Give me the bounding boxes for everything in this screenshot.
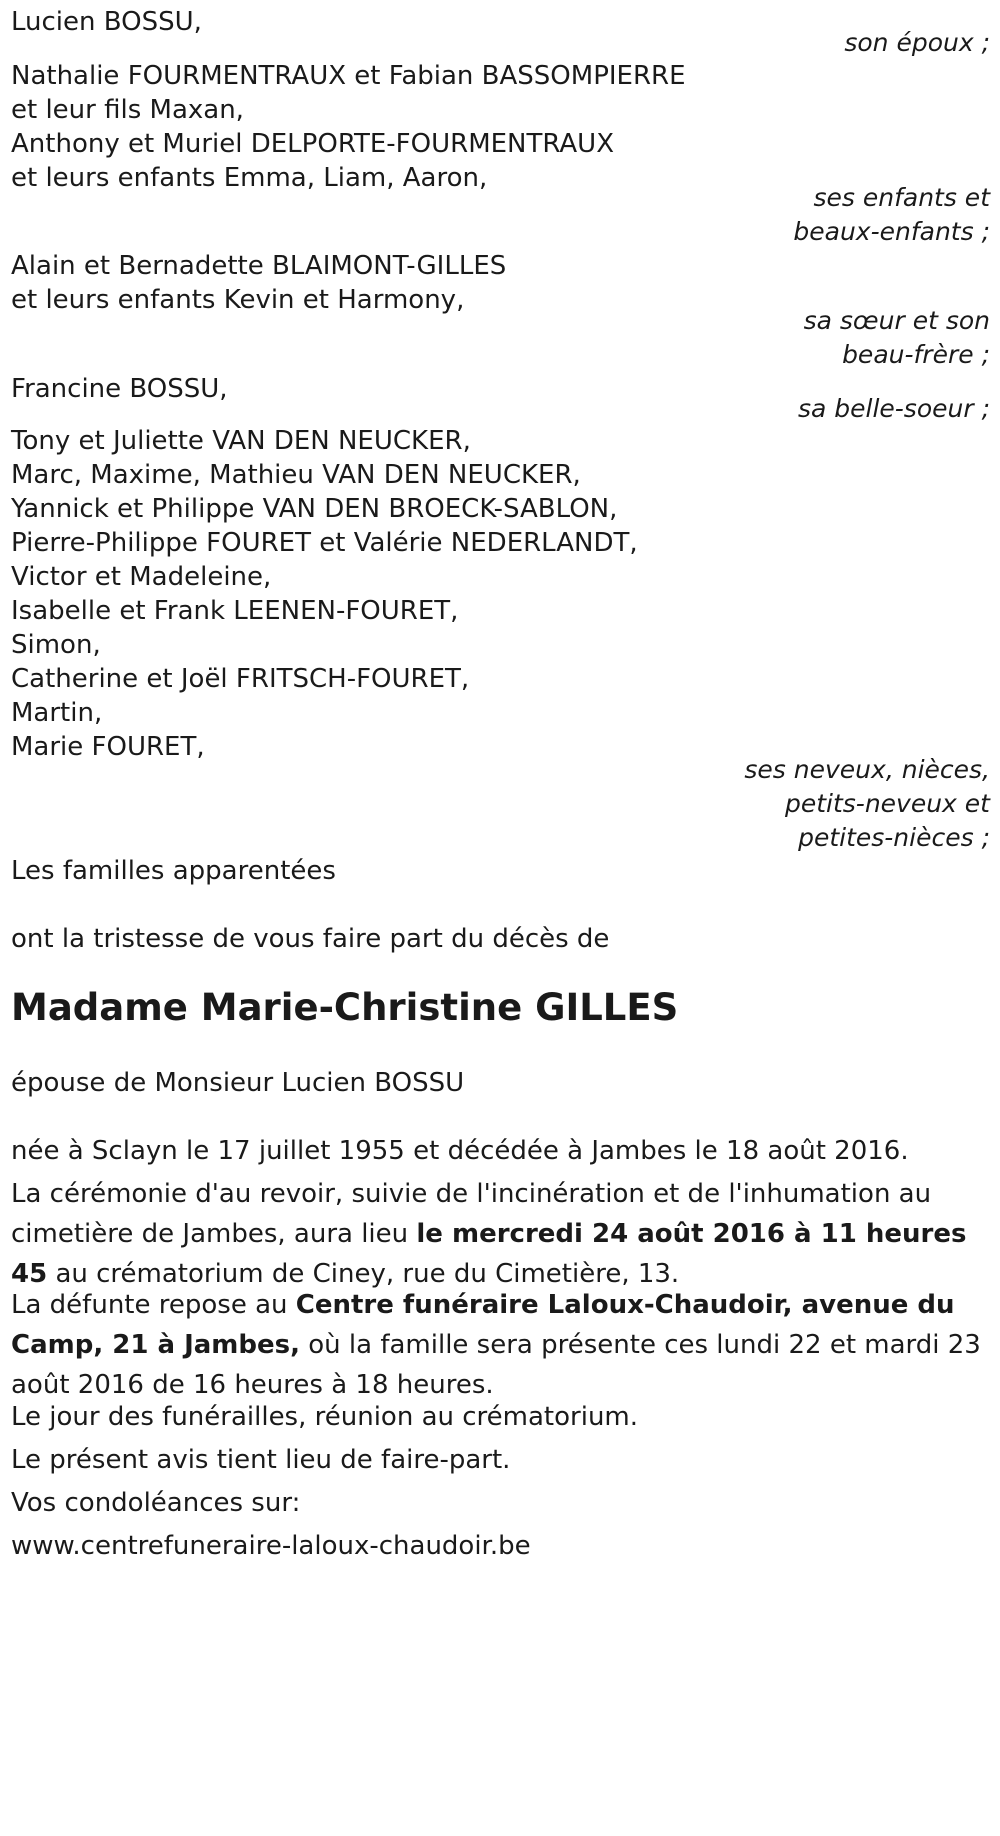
- nephews-line-4: Pierre-Philippe FOURET et Valérie NEDERLANDT,: [11, 528, 638, 558]
- related-families: Les familles apparentées: [11, 856, 336, 886]
- nephews-line-7: Simon,: [11, 630, 101, 660]
- nephews-line-9: Martin,: [11, 698, 103, 728]
- deceased-spouse-line: épouse de Monsieur Lucien BOSSU: [11, 1068, 465, 1098]
- children-role-2: beaux-enfants ;: [793, 217, 990, 246]
- sister-role-1: sa sœur et son: [803, 306, 990, 335]
- condolences-label: Vos condoléances sur:: [11, 1488, 301, 1518]
- spouse-role: son époux ;: [844, 28, 990, 57]
- nephews-role-1: ses neveux, nièces,: [744, 755, 990, 784]
- children-line-4: et leurs enfants Emma, Liam, Aaron,: [11, 163, 488, 193]
- announcement-line: ont la tristesse de vous faire part du décès de: [11, 924, 610, 954]
- sister-role-2: beau-frère ;: [842, 340, 990, 369]
- nephews-role-2: petits-neveux et: [784, 789, 990, 818]
- nephews-line-5: Victor et Madeleine,: [11, 562, 272, 592]
- children-line-3: Anthony et Muriel DELPORTE-FOURMENTRAUX: [11, 129, 615, 159]
- rest-text-before: La défunte repose au: [11, 1290, 296, 1320]
- spouse-name: Lucien BOSSU,: [11, 7, 202, 37]
- nephews-role-3: petites-nièces ;: [798, 823, 990, 852]
- deceased-name: Madame Marie-Christine GILLES: [11, 986, 679, 1029]
- children-role-1: ses enfants et: [813, 183, 990, 212]
- ceremony-paragraph: [11, 1174, 991, 1294]
- nephews-line-8: Catherine et Joël FRITSCH-FOURET,: [11, 664, 470, 694]
- rest-location: Centre funéraire Laloux-Chaudoir, avenue du Camp, 21 à Jambes,: [11, 1290, 955, 1360]
- sister-line-1: Alain et Bernadette BLAIMONT-GILLES: [11, 251, 507, 281]
- rest-paragraph: [11, 1285, 991, 1405]
- sister-line-2: et leurs enfants Kevin et Harmony,: [11, 285, 465, 315]
- website-link[interactable]: www.centrefuneraire-laloux-chaudoir.be: [11, 1531, 531, 1561]
- nephews-line-1: Tony et Juliette VAN DEN NEUCKER,: [11, 426, 471, 456]
- children-line-2: et leur fils Maxan,: [11, 95, 244, 125]
- nephews-line-2: Marc, Maxime, Mathieu VAN DEN NEUCKER,: [11, 460, 581, 490]
- notice-line: Le présent avis tient lieu de faire-part.: [11, 1445, 511, 1475]
- rest-text-after: où la famille sera présente ces lundi 22 et mardi 23 août 2016 de 16 heures à 18 heures.: [11, 1330, 981, 1400]
- birth-death-line: née à Sclayn le 17 juillet 1955 et décédée à Jambes le 18 août 2016.: [11, 1136, 909, 1166]
- sister-in-law-name: Francine BOSSU,: [11, 374, 228, 404]
- ceremony-date: le mercredi 24 août 2016 à 11 heures 45: [11, 1219, 967, 1289]
- funeral-meeting-line: Le jour des funérailles, réunion au crématorium.: [11, 1402, 639, 1432]
- nephews-line-3: Yannick et Philippe VAN DEN BROECK-SABLON,: [11, 494, 618, 524]
- nephews-line-6: Isabelle et Frank LEENEN-FOURET,: [11, 596, 459, 626]
- sister-in-law-role: sa belle-soeur ;: [797, 394, 990, 423]
- nephews-line-10: Marie FOURET,: [11, 732, 205, 762]
- ceremony-text-after: au crématorium de Ciney, rue du Cimetière, 13.: [47, 1259, 680, 1289]
- children-line-1: Nathalie FOURMENTRAUX et Fabian BASSOMPIERRE: [11, 61, 686, 91]
- ceremony-text-before: La cérémonie d'au revoir, suivie de l'incinération et de l'inhumation au cimetière de Jambes, aura lieu: [11, 1179, 932, 1249]
